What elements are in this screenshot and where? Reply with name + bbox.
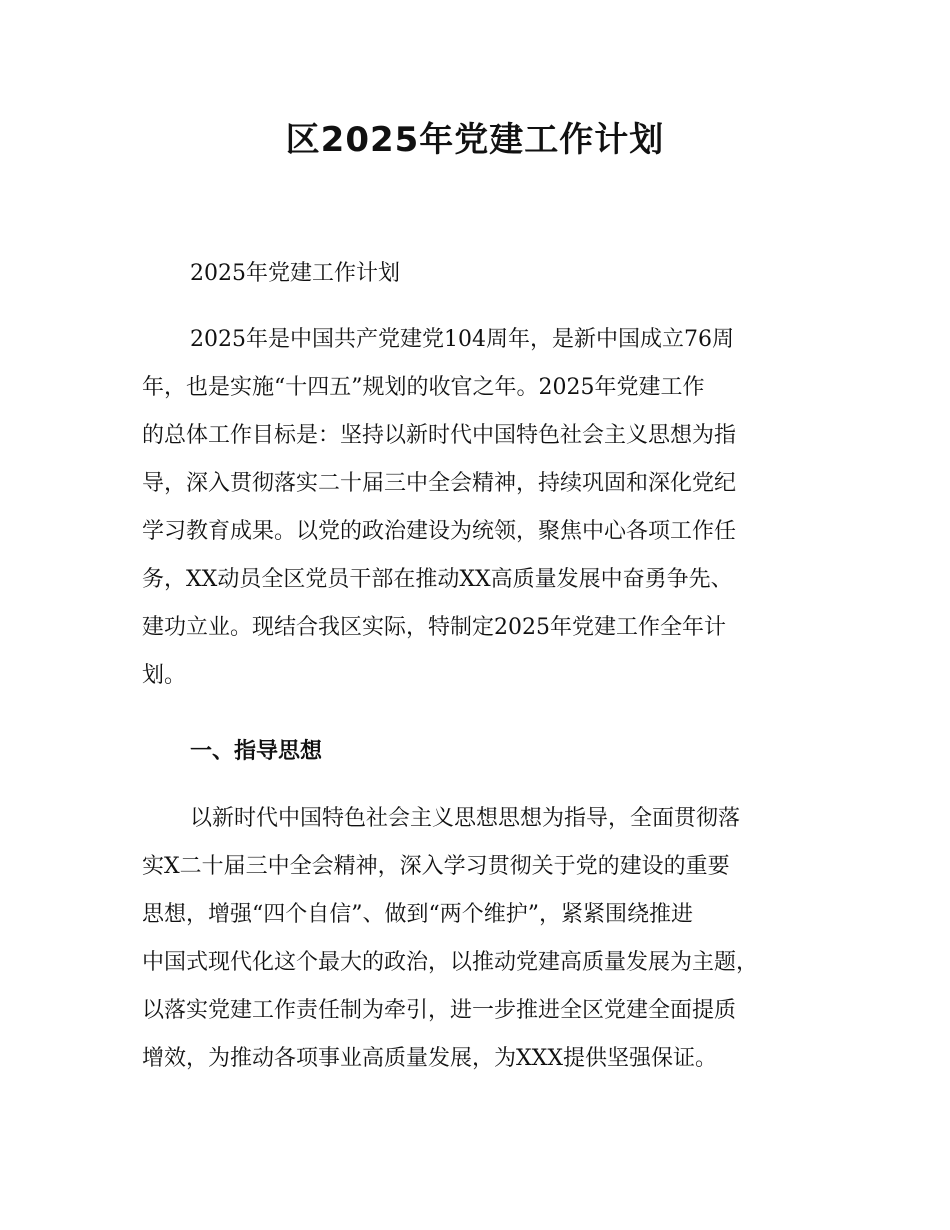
paragraph-line: 思想，增强“四个自信”、做到“两个维护”，紧紧围绕推进 [142, 902, 693, 927]
paragraph-line: 以新时代中国特色社会主义思想思想为指导，全面贯彻落 [190, 806, 741, 831]
section-heading: 一、指导思想 [190, 739, 323, 764]
paragraph-line: 建功立业。现结合我区实际，特制定2025年党建工作全年计 [142, 615, 726, 640]
document-subtitle: 2025年党建工作计划 [190, 261, 400, 286]
intro-paragraph [142, 316, 842, 700]
paragraph-line: 导，深入贯彻落实二十届三中全会精神，持续巩固和深化党纪 [142, 471, 737, 496]
paragraph-line: 年，也是实施“十四五”规划的收官之年。2025年党建工作 [142, 375, 705, 400]
paragraph-line: 实X二十届三中全会精神，深入学习贯彻关于党的建设的重要 [142, 854, 730, 879]
paragraph-line: 以落实党建工作责任制为牵引，进一步推进全区党建全面提质 [142, 998, 737, 1023]
document-title: 区2025年党建工作计划 [285, 120, 665, 160]
paragraph-line: 中国式现代化这个最大的政治，以推动党建高质量发展为主题， [142, 950, 759, 975]
paragraph-line: 的总体工作目标是：坚持以新时代中国特色社会主义思想为指 [142, 423, 737, 448]
paragraph-line: 增效，为推动各项事业高质量发展，为XXX提供坚强保证。 [142, 1046, 717, 1071]
paragraph-line: 务，XX动员全区党员干部在推动XX高质量发展中奋勇争先、 [142, 567, 733, 592]
paragraph-line: 划。 [142, 663, 187, 688]
section-paragraph [142, 795, 842, 1083]
paragraph-line: 学习教育成果。以党的政治建设为统领，聚焦中心各项工作任 [142, 519, 737, 544]
paragraph-line: 2025年是中国共产党建党104周年，是新中国成立76周 [190, 327, 734, 352]
